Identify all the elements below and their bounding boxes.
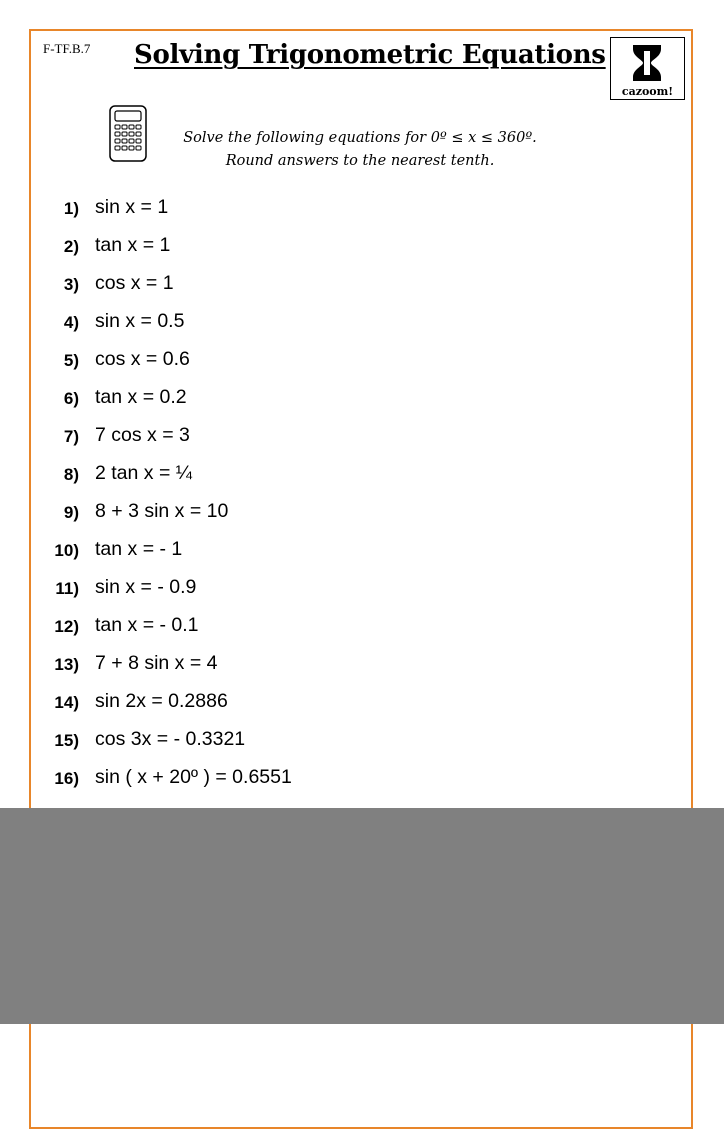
question-number: 11): [55, 579, 79, 598]
question-equation: sin 2x = 0.2886: [95, 690, 228, 712]
question-number: 1): [63, 199, 79, 218]
question-equation: sin x = 0.5: [95, 310, 185, 332]
question-number: 4): [63, 313, 79, 332]
question-equation: 7 + 8 sin x = 4: [95, 652, 218, 674]
page-title: Solving Trigonometric Equations: [134, 40, 606, 70]
question-equation: tan x = - 0.1: [95, 614, 199, 636]
question-number: 16): [54, 769, 79, 788]
logo-text: cazoom!: [621, 85, 674, 98]
question-equation: sin x = - 0.9: [95, 576, 197, 598]
question-number: 2): [63, 237, 79, 256]
question-number: 10): [54, 541, 79, 560]
instructions: [170, 127, 550, 173]
question-equation: sin x = 1: [95, 196, 169, 218]
question-equation: cos x = 0.6: [95, 348, 190, 370]
question-number: 8): [63, 465, 79, 484]
question-equation: 7 cos x = 3: [95, 424, 190, 446]
question-number: 3): [63, 275, 79, 294]
hourglass-icon: [629, 43, 665, 83]
question-number: 14): [54, 693, 79, 712]
question-number: 15): [54, 731, 79, 750]
question-equation: tan x = 1: [95, 234, 171, 256]
question-equation: tan x = 0.2: [95, 386, 187, 408]
calculator-icon: [108, 105, 148, 168]
question-equation: cos x = 1: [95, 272, 174, 294]
question-number: 13): [54, 655, 79, 674]
cazoom-logo: [610, 37, 685, 100]
question-equation: 8 + 3 sin x = 10: [95, 500, 229, 522]
question-equation: tan x = - 1: [95, 538, 183, 560]
question-equation: cos 3x = - 0.3321: [95, 728, 246, 750]
question-equation: 2 tan x = ¼: [95, 462, 193, 484]
question-number: 7): [63, 427, 79, 446]
question-number: 6): [63, 389, 79, 408]
question-number: 5): [63, 351, 79, 370]
instructions-line-1: Solve the following equations for 0º ≤ x ≤ 360º.: [183, 130, 537, 146]
question-number: 9): [63, 503, 79, 522]
instructions-line-2: Round answers to the nearest tenth.: [225, 153, 495, 169]
question-equation: sin ( x + 20º ) = 0.6551: [95, 766, 292, 788]
standard-code: F-TF.B.7: [43, 41, 91, 56]
question-number: 12): [54, 617, 79, 636]
gray-overlay: [0, 808, 724, 1024]
